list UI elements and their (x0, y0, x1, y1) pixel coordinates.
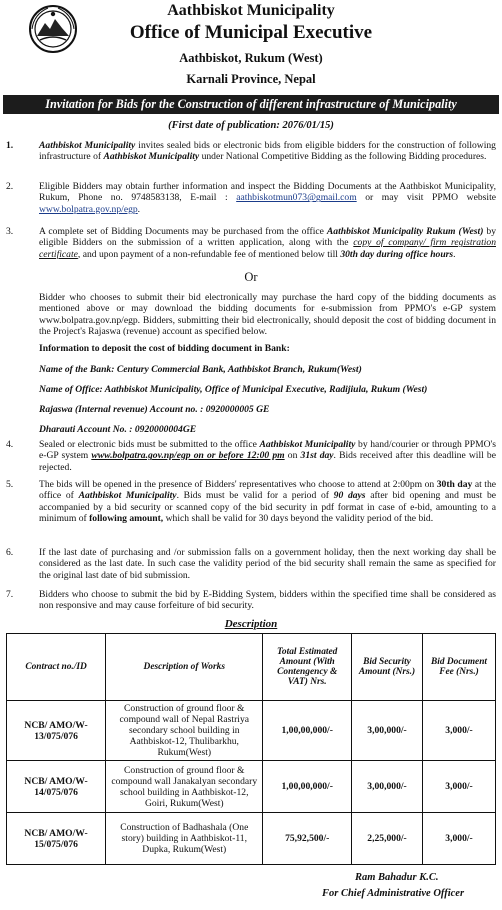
clause-number: 7. (6, 589, 14, 600)
column-header: Contract no./ID (7, 634, 106, 701)
table-row (7, 813, 496, 865)
clause-text (39, 140, 496, 163)
clause-number: 5. (6, 479, 14, 490)
clause-number: 6. (6, 547, 14, 558)
clause-text (39, 479, 496, 524)
work-description: Construction of ground floor & compound wall of Nepal Rastriya secondary school building in Aathbiskot-12, Thulibarkhu, Rukum(West) (106, 701, 263, 761)
column-header: Bid Security Amount (Nrs.) (352, 634, 423, 701)
works-table (6, 633, 496, 865)
header (0, 0, 502, 92)
bid-security: 3,00,000/- (352, 701, 423, 761)
location: Aathbiskot, Rukum (West) (179, 51, 323, 65)
table-row (7, 761, 496, 813)
estimated-amount: 75,92,500/- (263, 813, 352, 865)
text-run: Sealed or electronic bids must be submitted to the office (39, 439, 260, 450)
text-run: by eligible Bidders on the submission of a written application, along with the (39, 226, 496, 249)
text-run: after bid opening and must be accompanied by a bid security or scanned copy of the bid security in pdf format in case of e-bid, amounting to a minimum of (39, 490, 496, 524)
notice-banner: Invitation for Bids for the Construction of different infrastructure of Municipality (3, 95, 499, 114)
text-run: by hand/courier or through PPMO's e-GP system (39, 439, 496, 462)
text-run: Aathbiskot Municipality Rukum (West) (326, 226, 484, 237)
text-run: at the office of (39, 479, 497, 502)
rajaswa-account: Rajaswa (Internal revenue) Account no. : 0920000005 GE (39, 404, 270, 415)
work-description: Construction of ground floor & compound wall Janakalyan secondary school building in Aathbiskot-12, Goiri, Rukum(West) (106, 761, 263, 813)
text-run: following amount, (89, 512, 164, 524)
text-run: If the last date of purchasing and /or submission falls on a government holiday, then the next working day shall be considered as the last date. In such case the validity period of the bid security shall remain the same as specified for the original last date of bid submission. (39, 547, 496, 581)
column-header: Description of Works (106, 634, 263, 701)
text-run: Aathbiskot Municipality (103, 151, 200, 163)
table-header-row (7, 634, 496, 701)
signatory-name: Ram Bahadur K.C. (355, 872, 439, 883)
bid-security: 2,25,000/- (352, 813, 423, 865)
dharauti-account: Dharauti Account No. : 0920000004GE (39, 424, 197, 435)
document-fee: 3,000/- (423, 761, 496, 813)
document-fee: 3,000/- (423, 701, 496, 761)
estimated-amount: 1,00,00,000/- (263, 701, 352, 761)
contract-id: NCB/ AMO/W-14/075/076 (7, 761, 106, 813)
clause-text (39, 589, 496, 612)
clause-number: 1. (6, 140, 14, 151)
text-run: , and upon payment of a non-refundable fee of mentioned below till (77, 248, 341, 260)
table-row (7, 701, 496, 761)
municipality-name: Aathbiskot Municipality (167, 2, 335, 19)
text-run: 30th day during office hours (340, 248, 454, 260)
clause-number: 3. (6, 226, 14, 237)
clause-number: 4. (6, 439, 14, 450)
publication-date: (First date of publication: 2076/01/15) (168, 120, 334, 131)
text-run: Aathbiskot Municipality (259, 439, 356, 450)
text-run: Aathbiskot Municipality (78, 490, 177, 502)
clause-number: 2. (6, 181, 14, 192)
text-run: invites sealed bids or electronic bids from eligible bidders for the construction of following infrastructure of (39, 140, 496, 163)
clause-text (39, 547, 496, 581)
estimated-amount: 1,00,00,000/- (263, 761, 352, 813)
text-run: Aathbiskot Municipality (39, 140, 136, 151)
electronic-paragraph: Bidder who chooses to submit their bid electronically may purchase the hard copy of the bidding documents as mentioned above or may download the bidding documents for e-submission from PPMO's e-GP system www.bolpatra.gov.np/egp. Bidders, submitting their bid electronically, should deposit the cost of bidding document in the Project's Rajaswa (revenue) account as specified below. (39, 292, 496, 337)
text-run: . Bids must be valid for a period of (176, 490, 334, 502)
text-run: or may visit PPMO website (356, 192, 496, 204)
contract-id: NCB/ AMO/W-15/075/076 (7, 813, 106, 865)
text-run: 30th day (436, 479, 473, 490)
office-account-name: Name of Office: Aathbiskot Municipality, Office of Municipal Executive, Radijiula, Rukum (West) (39, 384, 428, 395)
bid-security: 3,00,000/- (352, 761, 423, 813)
text-run: . Bids received after this deadline will be rejected. (39, 450, 496, 473)
clause-text (39, 181, 496, 215)
text-run: which shall be valid for 30 days beyond the validity period of the bid. (163, 512, 434, 524)
document-fee: 3,000/- (423, 813, 496, 865)
inline-link[interactable]: aathbiskotmun073@gmail.com (236, 192, 357, 204)
text-run: A complete set of Bidding Documents may be purchased from the office (39, 226, 327, 237)
text-run: . (453, 248, 456, 260)
clause-text (39, 226, 496, 260)
province: Karnali Province, Nepal (186, 72, 316, 86)
inline-link[interactable]: www.bolpatra.gov.np/egp (39, 203, 138, 215)
text-run: 90 days (333, 490, 366, 502)
description-title: Description (224, 618, 278, 630)
work-description: Construction of Badhashala (One story) building in Aathbiskot-11, Dupka, Rukum(West) (106, 813, 263, 865)
text-run: on (284, 450, 301, 462)
office-name: Office of Municipal Executive (129, 22, 373, 43)
text-run: The bids will be opened in the presence of Bidders' representatives who choose to attend at 2:00pm on (39, 479, 437, 490)
column-header: Bid Document Fee (Nrs.) (423, 634, 496, 701)
column-header: Total Estimated Amount (With Contengency & VAT) Nrs. (263, 634, 352, 701)
signatory-title: For Chief Administrative Officer (322, 888, 465, 899)
text-run: www.bolpatra.gov.np/egp on or before 12:00 pm (91, 450, 285, 462)
text-run: Eligible Bidders may obtain further information and inspect the Bidding Documents at the Aathbiskot Municipality, Rukum, Phone no. 9748583138, E-mail : (39, 181, 496, 204)
text-run: 31st day (300, 450, 334, 462)
or-separator: Or (244, 270, 258, 284)
text-run: copy of company/ firm registration certificate (39, 237, 496, 260)
bank-name: Name of the Bank: Century Commercial Bank, Aathbiskot Branch, Rukum(West) (39, 364, 362, 375)
bank-info-heading: Information to deposit the cost of bidding document in Bank: (39, 343, 290, 354)
text-run: under National Competitive Bidding as the following Bidding procedures. (199, 151, 487, 163)
text-run: Bidders who choose to submit the bid by E-Bidding System, bidders within the specified time shall be considered as non responsive and may cause forfeiture of bid security. (39, 589, 496, 612)
contract-id: NCB/ AMO/W-13/075/076 (7, 701, 106, 761)
text-run: . (137, 203, 141, 215)
clause-text (39, 439, 496, 473)
